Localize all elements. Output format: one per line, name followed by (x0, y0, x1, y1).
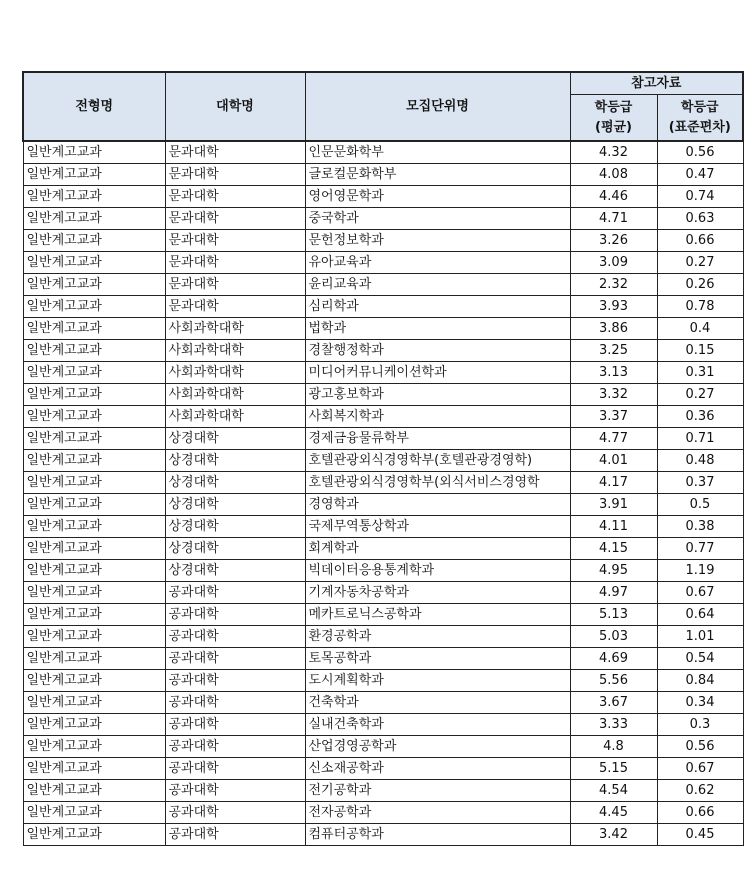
cell-grade-avg: 4.08 (570, 164, 657, 186)
cell-grade-std: 0.27 (657, 384, 743, 406)
cell-college: 상경대학 (165, 450, 305, 472)
cell-dept: 윤리교육과 (305, 274, 570, 296)
cell-type: 일반계고교과 (23, 186, 165, 208)
table-row (23, 714, 743, 736)
cell-college: 문과대학 (165, 186, 305, 208)
cell-grade-std: 0.67 (657, 758, 743, 780)
cell-type: 일반계고교과 (23, 560, 165, 582)
cell-college: 문과대학 (165, 296, 305, 318)
cell-grade-avg: 5.13 (570, 604, 657, 626)
cell-grade-std: 0.54 (657, 648, 743, 670)
cell-grade-std: 0.27 (657, 252, 743, 274)
header-grade-std (657, 95, 743, 142)
header-reference: 참고자료 (570, 72, 743, 95)
header-grade-avg-line2: (평균) (595, 119, 632, 135)
cell-grade-std: 0.48 (657, 450, 743, 472)
cell-type: 일반계고교과 (23, 824, 165, 846)
cell-dept: 글로컬문화학부 (305, 164, 570, 186)
table-row (23, 516, 743, 538)
cell-grade-avg: 4.54 (570, 780, 657, 802)
cell-college: 사회과학대학 (165, 384, 305, 406)
cell-type: 일반계고교과 (23, 252, 165, 274)
table-row (23, 538, 743, 560)
cell-type: 일반계고교과 (23, 648, 165, 670)
table-row (23, 780, 743, 802)
cell-type: 일반계고교과 (23, 428, 165, 450)
table-row (23, 428, 743, 450)
table-row (23, 560, 743, 582)
cell-college: 공과대학 (165, 648, 305, 670)
cell-grade-avg: 4.77 (570, 428, 657, 450)
cell-grade-std: 0.74 (657, 186, 743, 208)
cell-college: 문과대학 (165, 208, 305, 230)
cell-dept: 경제금융물류학부 (305, 428, 570, 450)
table-row (23, 626, 743, 648)
cell-grade-std: 0.77 (657, 538, 743, 560)
cell-dept: 기계자동차공학과 (305, 582, 570, 604)
table-row (23, 670, 743, 692)
table-row (23, 450, 743, 472)
cell-type: 일반계고교과 (23, 362, 165, 384)
cell-grade-std: 0.47 (657, 164, 743, 186)
cell-grade-std: 0.34 (657, 692, 743, 714)
cell-grade-std: 0.63 (657, 208, 743, 230)
table-row (23, 604, 743, 626)
cell-dept: 토목공학과 (305, 648, 570, 670)
table-row (23, 494, 743, 516)
header-college: 대학명 (165, 72, 305, 141)
table-row (23, 318, 743, 340)
cell-type: 일반계고교과 (23, 538, 165, 560)
cell-type: 일반계고교과 (23, 450, 165, 472)
table-row (23, 230, 743, 252)
cell-college: 상경대학 (165, 516, 305, 538)
table-row (23, 274, 743, 296)
cell-college: 공과대학 (165, 582, 305, 604)
cell-college: 공과대학 (165, 692, 305, 714)
cell-grade-std: 0.36 (657, 406, 743, 428)
cell-grade-avg: 3.91 (570, 494, 657, 516)
cell-dept: 호텔관광외식경영학부(호텔관광경영학) (305, 450, 570, 472)
cell-dept: 도시계획학과 (305, 670, 570, 692)
cell-type: 일반계고교과 (23, 758, 165, 780)
cell-dept: 심리학과 (305, 296, 570, 318)
cell-dept: 법학과 (305, 318, 570, 340)
cell-college: 사회과학대학 (165, 406, 305, 428)
cell-grade-avg: 3.37 (570, 406, 657, 428)
cell-grade-avg: 4.71 (570, 208, 657, 230)
cell-dept: 경찰행정학과 (305, 340, 570, 362)
cell-dept: 미디어커뮤니케이션학과 (305, 362, 570, 384)
cell-dept: 메카트로닉스공학과 (305, 604, 570, 626)
table-row (23, 208, 743, 230)
cell-college: 사회과학대학 (165, 318, 305, 340)
cell-type: 일반계고교과 (23, 802, 165, 824)
header-grade-std-line2: (표준편차) (668, 119, 731, 135)
cell-grade-avg: 4.32 (570, 141, 657, 164)
cell-grade-avg: 4.8 (570, 736, 657, 758)
table-body (23, 141, 743, 846)
header-grade-avg (570, 95, 657, 142)
table-row (23, 758, 743, 780)
cell-grade-std: 0.26 (657, 274, 743, 296)
header-grade-avg-line1: 학등급 (594, 99, 633, 115)
cell-type: 일반계고교과 (23, 494, 165, 516)
cell-grade-avg: 5.56 (570, 670, 657, 692)
table-row (23, 648, 743, 670)
cell-dept: 회계학과 (305, 538, 570, 560)
header-type: 전형명 (23, 72, 165, 141)
table-row (23, 252, 743, 274)
cell-grade-std: 0.66 (657, 802, 743, 824)
cell-grade-avg: 4.45 (570, 802, 657, 824)
cell-dept: 건축학과 (305, 692, 570, 714)
table-row (23, 802, 743, 824)
cell-grade-std: 0.3 (657, 714, 743, 736)
cell-dept: 전자공학과 (305, 802, 570, 824)
cell-type: 일반계고교과 (23, 141, 165, 164)
cell-dept: 전기공학과 (305, 780, 570, 802)
cell-college: 문과대학 (165, 252, 305, 274)
cell-college: 문과대학 (165, 164, 305, 186)
cell-grade-std: 0.31 (657, 362, 743, 384)
cell-college: 상경대학 (165, 560, 305, 582)
table-row (23, 296, 743, 318)
cell-grade-std: 0.4 (657, 318, 743, 340)
cell-grade-avg: 4.17 (570, 472, 657, 494)
cell-dept: 경영학과 (305, 494, 570, 516)
header-grade-std-line1: 학등급 (680, 99, 719, 115)
table-row (23, 384, 743, 406)
table-row (23, 582, 743, 604)
table-row (23, 164, 743, 186)
cell-grade-avg: 3.93 (570, 296, 657, 318)
cell-grade-avg: 4.15 (570, 538, 657, 560)
cell-college: 공과대학 (165, 780, 305, 802)
table-row (23, 141, 743, 164)
cell-type: 일반계고교과 (23, 340, 165, 362)
cell-grade-avg: 5.15 (570, 758, 657, 780)
header-dept: 모집단위명 (305, 72, 570, 141)
cell-dept: 호텔관광외식경영학부(외식서비스경영학 (305, 472, 570, 494)
table-row (23, 824, 743, 846)
cell-college: 공과대학 (165, 670, 305, 692)
cell-type: 일반계고교과 (23, 384, 165, 406)
cell-college: 사회과학대학 (165, 362, 305, 384)
cell-college: 공과대학 (165, 736, 305, 758)
cell-grade-std: 0.15 (657, 340, 743, 362)
admission-table (22, 71, 744, 846)
cell-college: 공과대학 (165, 758, 305, 780)
cell-college: 문과대학 (165, 274, 305, 296)
cell-college: 문과대학 (165, 141, 305, 164)
cell-grade-std: 0.5 (657, 494, 743, 516)
cell-grade-avg: 3.67 (570, 692, 657, 714)
cell-grade-avg: 3.26 (570, 230, 657, 252)
cell-dept: 영어영문학과 (305, 186, 570, 208)
cell-grade-avg: 3.33 (570, 714, 657, 736)
cell-grade-avg: 4.11 (570, 516, 657, 538)
cell-grade-std: 0.62 (657, 780, 743, 802)
cell-grade-avg: 2.32 (570, 274, 657, 296)
cell-grade-avg: 3.25 (570, 340, 657, 362)
cell-dept: 국제무역통상학과 (305, 516, 570, 538)
cell-type: 일반계고교과 (23, 208, 165, 230)
cell-college: 상경대학 (165, 494, 305, 516)
cell-grade-avg: 3.09 (570, 252, 657, 274)
table-row (23, 692, 743, 714)
table-row (23, 340, 743, 362)
cell-grade-std: 1.01 (657, 626, 743, 648)
cell-dept: 유아교육과 (305, 252, 570, 274)
cell-type: 일반계고교과 (23, 604, 165, 626)
cell-grade-std: 0.56 (657, 736, 743, 758)
cell-grade-std: 0.56 (657, 141, 743, 164)
cell-grade-std: 0.84 (657, 670, 743, 692)
cell-dept: 사회복지학과 (305, 406, 570, 428)
cell-grade-std: 0.38 (657, 516, 743, 538)
cell-college: 사회과학대학 (165, 340, 305, 362)
cell-type: 일반계고교과 (23, 670, 165, 692)
cell-college: 상경대학 (165, 538, 305, 560)
cell-type: 일반계고교과 (23, 274, 165, 296)
cell-dept: 환경공학과 (305, 626, 570, 648)
cell-college: 공과대학 (165, 802, 305, 824)
cell-dept: 실내건축학과 (305, 714, 570, 736)
cell-type: 일반계고교과 (23, 230, 165, 252)
cell-type: 일반계고교과 (23, 626, 165, 648)
cell-dept: 인문문화학부 (305, 141, 570, 164)
cell-type: 일반계고교과 (23, 780, 165, 802)
cell-grade-avg: 4.69 (570, 648, 657, 670)
table-row (23, 736, 743, 758)
cell-grade-std: 0.66 (657, 230, 743, 252)
cell-grade-avg: 3.13 (570, 362, 657, 384)
cell-grade-avg: 5.03 (570, 626, 657, 648)
cell-type: 일반계고교과 (23, 472, 165, 494)
cell-type: 일반계고교과 (23, 582, 165, 604)
cell-grade-std: 0.64 (657, 604, 743, 626)
cell-college: 상경대학 (165, 428, 305, 450)
cell-grade-std: 1.19 (657, 560, 743, 582)
cell-grade-std: 0.71 (657, 428, 743, 450)
cell-type: 일반계고교과 (23, 296, 165, 318)
table-row (23, 186, 743, 208)
cell-grade-avg: 3.86 (570, 318, 657, 340)
cell-college: 공과대학 (165, 714, 305, 736)
cell-dept: 빅데이터응용통계학과 (305, 560, 570, 582)
cell-grade-avg: 4.01 (570, 450, 657, 472)
cell-grade-avg: 4.97 (570, 582, 657, 604)
table-row (23, 472, 743, 494)
cell-grade-avg: 3.42 (570, 824, 657, 846)
cell-type: 일반계고교과 (23, 318, 165, 340)
cell-type: 일반계고교과 (23, 692, 165, 714)
cell-grade-avg: 4.46 (570, 186, 657, 208)
table-row (23, 362, 743, 384)
cell-dept: 중국학과 (305, 208, 570, 230)
cell-grade-std: 0.78 (657, 296, 743, 318)
cell-grade-std: 0.37 (657, 472, 743, 494)
cell-college: 상경대학 (165, 472, 305, 494)
cell-grade-avg: 3.32 (570, 384, 657, 406)
cell-college: 문과대학 (165, 230, 305, 252)
cell-dept: 문헌정보학과 (305, 230, 570, 252)
cell-dept: 컴퓨터공학과 (305, 824, 570, 846)
cell-grade-std: 0.67 (657, 582, 743, 604)
cell-type: 일반계고교과 (23, 516, 165, 538)
table-row (23, 406, 743, 428)
cell-dept: 광고홍보학과 (305, 384, 570, 406)
cell-college: 공과대학 (165, 824, 305, 846)
cell-grade-std: 0.45 (657, 824, 743, 846)
cell-type: 일반계고교과 (23, 714, 165, 736)
cell-dept: 신소재공학과 (305, 758, 570, 780)
cell-dept: 산업경영공학과 (305, 736, 570, 758)
cell-college: 공과대학 (165, 604, 305, 626)
cell-grade-avg: 4.95 (570, 560, 657, 582)
cell-type: 일반계고교과 (23, 736, 165, 758)
cell-type: 일반계고교과 (23, 406, 165, 428)
cell-college: 공과대학 (165, 626, 305, 648)
cell-type: 일반계고교과 (23, 164, 165, 186)
